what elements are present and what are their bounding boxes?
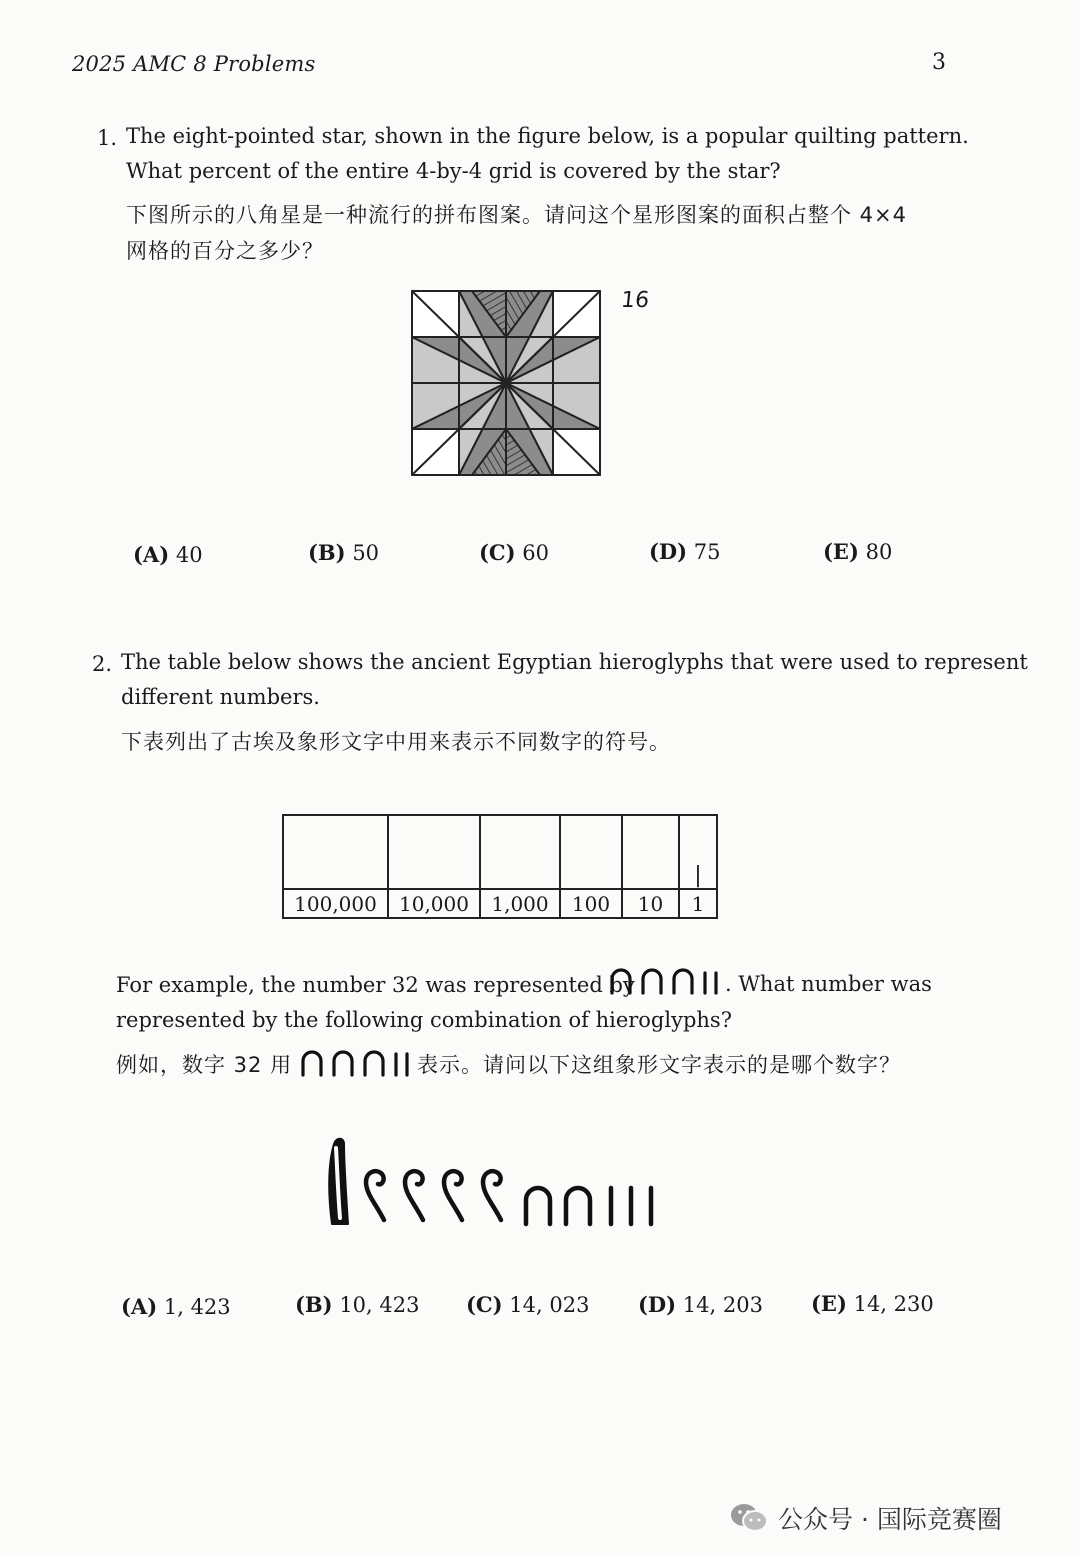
problem-2-number: 2.: [92, 652, 113, 676]
choice-2b[interactable]: (B) 10, 423: [295, 1292, 420, 1317]
wechat-icon: [730, 1502, 768, 1534]
example-line-1-end: . What number was: [725, 972, 932, 996]
problem-2-line-2: different numbers.: [121, 685, 320, 709]
problem-2-cn-line-1: 下表列出了古埃及象形文字中用来表示不同数字的符号。: [121, 730, 671, 754]
problem-1-line-2: What percent of the entire 4-by-4 grid is covered by the star?: [126, 159, 781, 183]
glyph-cell-1000: [480, 815, 560, 889]
example-line-1: For example, the number 32 was represented by: [116, 973, 635, 997]
problem-1-number: 1.: [97, 126, 118, 150]
choice-2d[interactable]: (D) 14, 203: [638, 1292, 763, 1317]
page-header-title: 2025 AMC 8 Problems: [72, 52, 316, 76]
table-value: 1: [679, 889, 717, 918]
choice-1c[interactable]: (C) 60: [479, 540, 550, 565]
glyph-cell-1: [679, 815, 717, 889]
problem-1-line-1: The eight-pointed star, shown in the figure below, is a popular quilting pattern.: [126, 124, 969, 148]
hieroglyph-table: [282, 814, 718, 919]
hieroglyph-32-icon: [300, 1049, 418, 1077]
table-value: 10: [622, 889, 679, 918]
choice-1b[interactable]: (B) 50: [308, 540, 380, 565]
handwritten-annotation: 16: [619, 288, 651, 313]
choice-2e[interactable]: (E) 14, 230: [811, 1291, 934, 1316]
glyph-cell-10: [622, 815, 679, 889]
choice-2c[interactable]: (C) 14, 023: [466, 1292, 590, 1317]
problem-1-cn-line-2: 网格的百分之多少？: [126, 239, 324, 263]
table-value: 10,000: [388, 889, 480, 918]
stroke-glyph: |: [694, 863, 702, 888]
table-value: 100: [560, 889, 622, 918]
page-number: 3: [932, 50, 946, 75]
table-value: 1,000: [480, 889, 560, 918]
problem-1-cn-line-1: 下图所示的八角星是一种流行的拼布图案。请问这个星形图案的面积占整个 4×4: [126, 203, 907, 227]
problem-2-line-1: The table below shows the ancient Egyptian hieroglyphs that were used to represent: [121, 650, 1028, 674]
watermark: [730, 1500, 1002, 1536]
choice-1a[interactable]: (A) 40: [133, 542, 203, 567]
hieroglyph-combination-icon: [322, 1134, 664, 1228]
glyph-cell-100: [560, 815, 622, 889]
choice-1d[interactable]: (D) 75: [649, 539, 721, 564]
example-line-2: represented by the following combination of hieroglyphs?: [116, 1008, 732, 1032]
watermark-text: 公众号 · 国际竞赛圈: [778, 1505, 1002, 1534]
glyph-cell-100000: [283, 815, 388, 889]
quilt-star-figure: [408, 287, 604, 479]
glyph-cell-10000: [388, 815, 480, 889]
example-cn-pre: 例如，数字 32 用: [116, 1053, 293, 1077]
table-value: 100,000: [283, 889, 388, 918]
example-cn-post: 表示。请问以下这组象形文字表示的是哪个数字？: [417, 1053, 901, 1077]
hieroglyph-32-icon: [609, 967, 727, 995]
choice-1e[interactable]: (E) 80: [823, 539, 893, 564]
choice-2a[interactable]: (A) 1, 423: [121, 1294, 231, 1319]
